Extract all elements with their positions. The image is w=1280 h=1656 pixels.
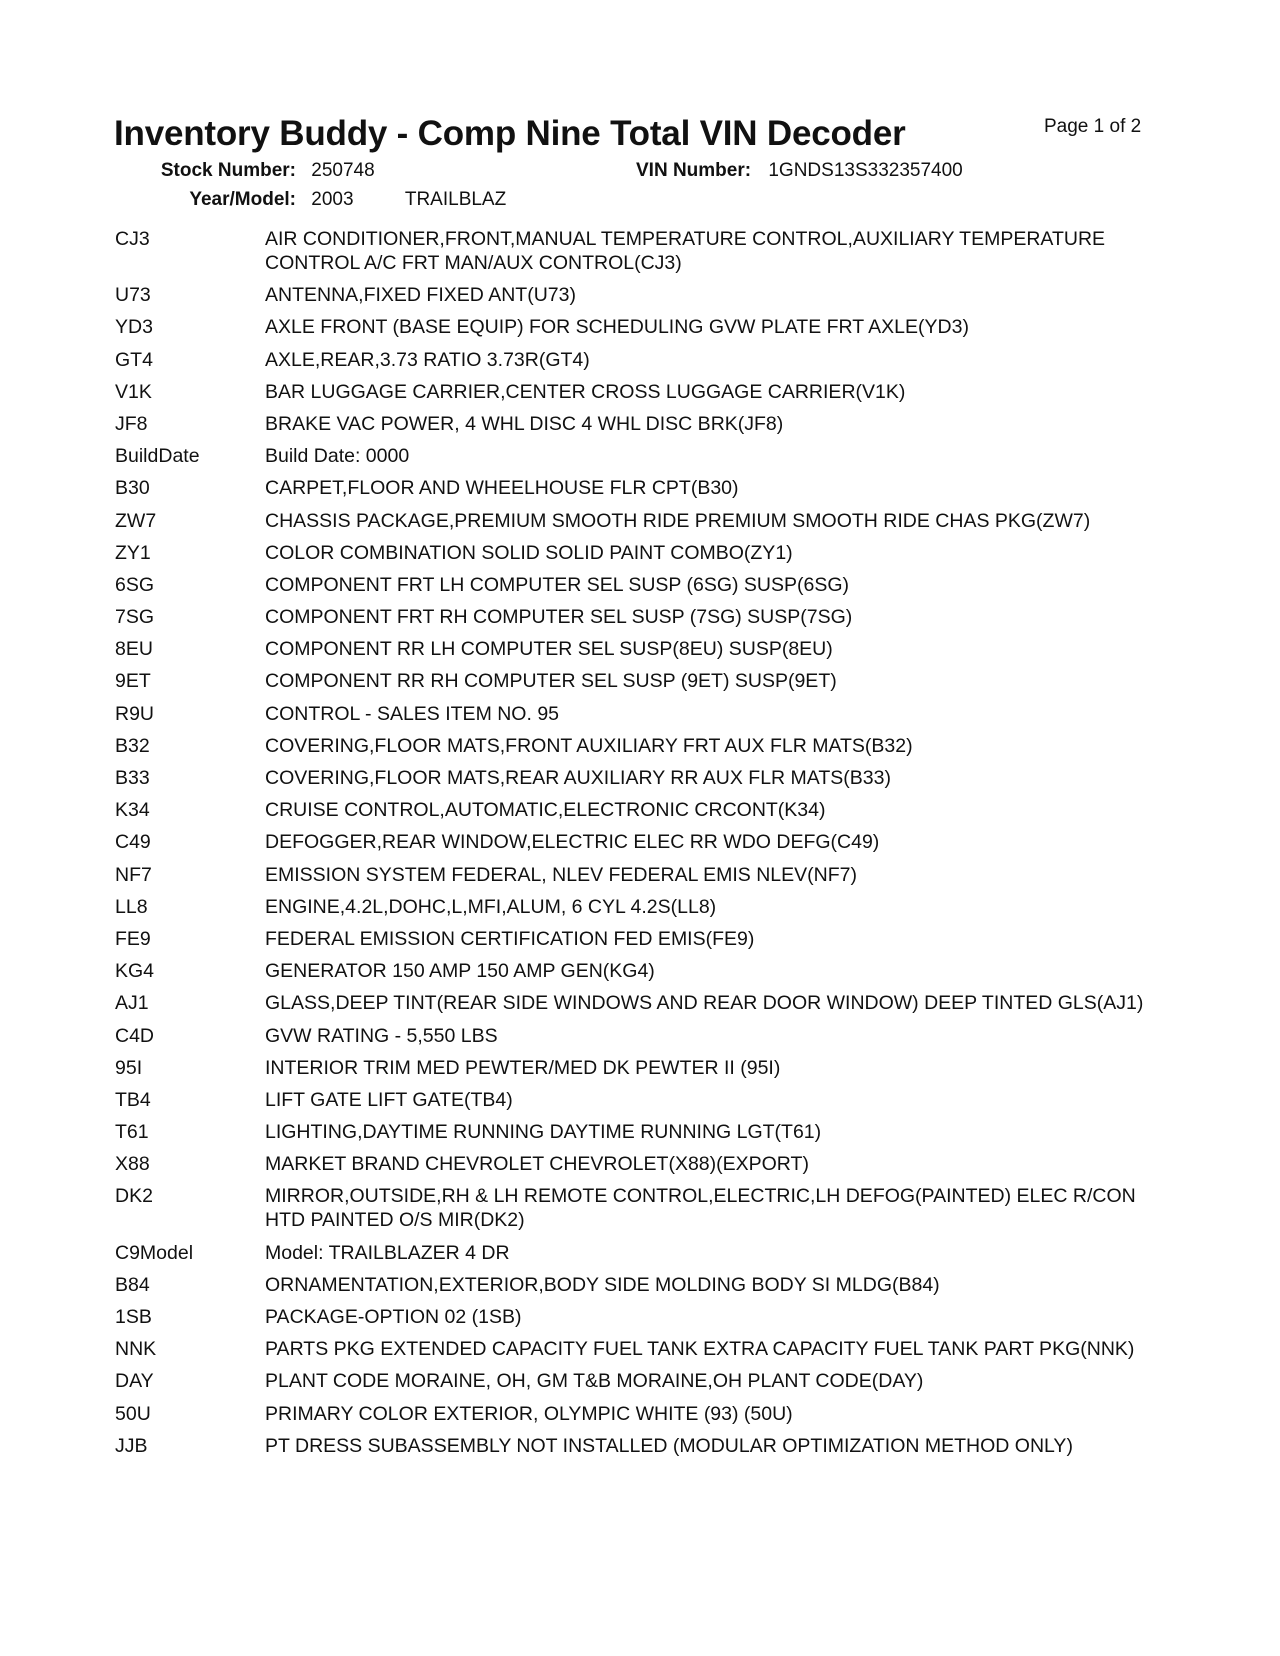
- option-code: NF7: [115, 863, 152, 886]
- option-code: YD3: [115, 316, 153, 339]
- option-description: GVW RATING - 5,550 LBS: [265, 1024, 498, 1047]
- option-description: LIFT GATE LIFT GATE(TB4): [265, 1088, 513, 1111]
- option-row: [115, 798, 1175, 822]
- option-description: COMPONENT RR RH COMPUTER SEL SUSP (9ET) SUSP(9ET): [265, 670, 837, 693]
- option-description: CONTROL - SALES ITEM NO. 95: [265, 702, 560, 725]
- vin-number-field: [636, 160, 963, 182]
- option-code: ZY1: [115, 541, 151, 564]
- option-code: B33: [115, 767, 150, 789]
- option-description: CHASSIS PACKAGE,PREMIUM SMOOTH RIDE PREMIUM SMOOTH RIDE CHAS PKG(ZW7): [265, 509, 1091, 532]
- year-value: 2003: [311, 189, 354, 210]
- option-code: TB4: [115, 1088, 151, 1111]
- option-description: CRUISE CONTROL,AUTOMATIC,ELECTRONIC CRCONT(K34): [265, 799, 826, 822]
- option-row: [115, 1152, 1175, 1176]
- option-description: PRIMARY COLOR EXTERIOR, OLYMPIC WHITE (93) (50U): [265, 1402, 793, 1425]
- option-description: BAR LUGGAGE CARRIER,CENTER CROSS LUGGAGE CARRIER(V1K): [265, 380, 906, 403]
- option-description: AXLE,REAR,3.73 RATIO 3.73R(GT4): [265, 348, 590, 371]
- option-description: PACKAGE-OPTION 02 (1SB): [265, 1306, 522, 1328]
- option-description: MARKET BRAND CHEVROLET CHEVROLET(X88)(EXPORT): [265, 1153, 809, 1176]
- option-code: C4D: [115, 1024, 155, 1047]
- option-code: R9U: [115, 702, 155, 725]
- option-code: C9Model: [115, 1241, 194, 1264]
- option-code: 7SG: [115, 606, 155, 629]
- option-row: [115, 1273, 1175, 1297]
- option-code: DK2: [115, 1185, 153, 1208]
- option-row: [115, 863, 1175, 887]
- option-code: KG4: [115, 960, 155, 983]
- option-row: [115, 1056, 1175, 1080]
- option-code: 8EU: [115, 638, 153, 661]
- option-row: [115, 380, 1175, 404]
- option-row: [115, 573, 1175, 597]
- option-description: GENERATOR 150 AMP 150 AMP GEN(KG4): [265, 960, 655, 983]
- option-code: CJ3: [115, 228, 150, 250]
- option-row: [115, 1369, 1175, 1393]
- option-row: [115, 444, 1175, 468]
- option-code: C49: [115, 831, 151, 854]
- option-code: 95I: [115, 1056, 143, 1079]
- option-row: [115, 1337, 1175, 1361]
- year-model-field: [120, 189, 506, 211]
- option-row: [115, 1434, 1175, 1458]
- option-row: [115, 476, 1175, 500]
- option-description: FEDERAL EMISSION CERTIFICATION FED EMIS(FE9): [265, 927, 755, 950]
- option-description: AXLE FRONT (BASE EQUIP) FOR SCHEDULING GVW PLATE FRT AXLE(YD3): [265, 316, 969, 339]
- option-code: NNK: [115, 1338, 157, 1361]
- option-row: [115, 605, 1175, 629]
- option-code: 1SB: [115, 1306, 152, 1328]
- option-row: [115, 927, 1175, 951]
- option-code: ZW7: [115, 509, 157, 532]
- option-row: [115, 1402, 1175, 1426]
- option-code: 9ET: [115, 670, 151, 693]
- option-row: [115, 702, 1175, 726]
- year-model-label: Year/Model:: [189, 189, 296, 210]
- option-description: COMPONENT RR LH COMPUTER SEL SUSP(8EU) SUSP(8EU): [265, 638, 833, 661]
- stock-number-field: [120, 160, 375, 182]
- option-description: EMISSION SYSTEM FEDERAL, NLEV FEDERAL EMIS NLEV(NF7): [265, 863, 857, 886]
- option-description: INTERIOR TRIM MED PEWTER/MED DK PEWTER II (95I): [265, 1056, 781, 1079]
- option-row: [115, 1024, 1175, 1048]
- option-description: GLASS,DEEP TINT(REAR SIDE WINDOWS AND REAR DOOR WINDOW) DEEP TINTED GLS(AJ1): [265, 992, 1144, 1015]
- option-description: AIR CONDITIONER,FRONT,MANUAL TEMPERATURE CONTROL,AUXILIARY TEMPERATURE CONTROL A/C FRT MAN/AUX CONTROL(CJ3): [265, 228, 1106, 274]
- option-description: Model: TRAILBLAZER 4 DR: [265, 1241, 510, 1264]
- option-row: [115, 348, 1175, 372]
- option-description: ANTENNA,FIXED FIXED ANT(U73): [265, 284, 576, 307]
- option-description: PT DRESS SUBASSEMBLY NOT INSTALLED (MODULAR OPTIMIZATION METHOD ONLY): [265, 1434, 1073, 1457]
- option-description: DEFOGGER,REAR WINDOW,ELECTRIC ELEC RR WDO DEFG(C49): [265, 831, 880, 854]
- option-description: PLANT CODE MORAINE, OH, GM T&B MORAINE,OH PLANT CODE(DAY): [265, 1370, 924, 1393]
- option-description: MIRROR,OUTSIDE,RH & LH REMOTE CONTROL,ELECTRIC,LH DEFOG(PAINTED) ELEC R/CON HTD PAINTED O/S MIR(DK2): [265, 1185, 1136, 1232]
- option-description: BRAKE VAC POWER, 4 WHL DISC 4 WHL DISC BRK(JF8): [265, 412, 784, 435]
- option-code: V1K: [115, 380, 152, 403]
- option-row: [115, 509, 1175, 533]
- option-row: [115, 959, 1175, 983]
- option-description: COMPONENT FRT LH COMPUTER SEL SUSP (6SG) SUSP(6SG): [265, 573, 850, 596]
- vin-number-value: 1GNDS13S332357400: [768, 160, 963, 181]
- option-code: B32: [115, 734, 150, 757]
- option-row: [115, 1184, 1175, 1232]
- option-description: LIGHTING,DAYTIME RUNNING DAYTIME RUNNING LGT(T61): [265, 1121, 822, 1144]
- stock-number-value: 250748: [311, 160, 375, 181]
- option-description: CARPET,FLOOR AND WHEELHOUSE FLR CPT(B30): [265, 477, 739, 500]
- option-code: X88: [115, 1153, 150, 1176]
- option-row: [115, 895, 1175, 919]
- option-row: [115, 227, 1175, 275]
- option-row: [115, 1120, 1175, 1144]
- option-row: [115, 315, 1175, 339]
- option-code: B30: [115, 477, 150, 500]
- option-description: PARTS PKG EXTENDED CAPACITY FUEL TANK EXTRA CAPACITY FUEL TANK PART PKG(NNK): [265, 1338, 1135, 1361]
- option-row: [115, 669, 1175, 693]
- document-title: Inventory Buddy - Comp Nine Total VIN Decoder: [114, 114, 906, 153]
- option-description: COVERING,FLOOR MATS,REAR AUXILIARY RR AUX FLR MATS(B33): [265, 767, 891, 789]
- option-row: [115, 830, 1175, 854]
- option-code: K34: [115, 799, 150, 822]
- option-code: FE9: [115, 927, 151, 950]
- option-row: [115, 283, 1175, 307]
- option-row: [115, 1241, 1175, 1265]
- option-description: ORNAMENTATION,EXTERIOR,BODY SIDE MOLDING BODY SI MLDG(B84): [265, 1273, 940, 1296]
- option-description: COVERING,FLOOR MATS,FRONT AUXILIARY FRT AUX FLR MATS(B32): [265, 734, 913, 757]
- option-row: [115, 637, 1175, 661]
- option-code: T61: [115, 1121, 149, 1144]
- option-code: AJ1: [115, 992, 149, 1015]
- page-number: Page 1 of 2: [1044, 116, 1142, 137]
- option-row: [115, 541, 1175, 565]
- option-code: GT4: [115, 348, 153, 371]
- option-code: DAY: [115, 1370, 154, 1393]
- option-row: [115, 734, 1175, 758]
- option-row: [115, 1305, 1175, 1329]
- option-code: 6SG: [115, 573, 155, 596]
- option-code: 50U: [115, 1402, 151, 1425]
- option-row: [115, 1088, 1175, 1112]
- option-code-list: [115, 227, 1175, 1466]
- option-row: [115, 412, 1175, 436]
- model-value: TRAILBLAZ: [404, 189, 507, 210]
- option-code: JF8: [115, 412, 148, 435]
- option-description: ENGINE,4.2L,DOHC,L,MFI,ALUM, 6 CYL 4.2S(LL8): [265, 895, 717, 918]
- stock-number-label: Stock Number:: [160, 160, 296, 181]
- option-description: Build Date: 0000: [265, 445, 410, 468]
- vin-number-label: VIN Number:: [636, 160, 752, 181]
- option-row: [115, 766, 1175, 790]
- option-code: U73: [115, 284, 151, 307]
- option-description: COMPONENT FRT RH COMPUTER SEL SUSP (7SG) SUSP(7SG): [265, 606, 853, 629]
- option-description: COLOR COMBINATION SOLID SOLID PAINT COMBO(ZY1): [265, 541, 793, 564]
- option-code: LL8: [115, 895, 148, 918]
- option-code: JJB: [115, 1434, 148, 1457]
- option-code: B84: [115, 1273, 150, 1296]
- option-row: [115, 991, 1175, 1015]
- option-code: BuildDate: [115, 445, 200, 468]
